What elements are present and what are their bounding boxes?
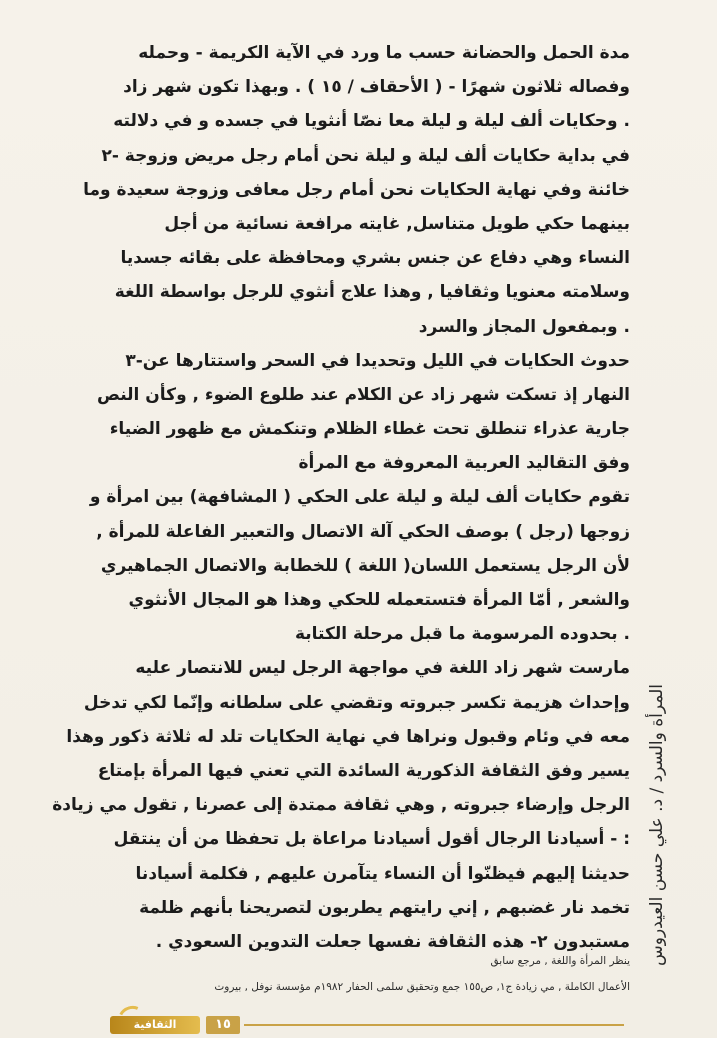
body-line: مارست شهر زاد اللغة في مواجهة الرجل ليس للانتصار عليه (135, 658, 630, 679)
body-line: يسير وفق الثقافة الذكورية السائدة التي تعني فيها المرأة بإمتاع (97, 760, 630, 781)
logo-text: الثقافية (133, 1018, 177, 1031)
body-line: وإحداث هزيمة تكسر جبروته وتقضي على سلطانه وإنّما لكي تدخل (83, 692, 630, 713)
magazine-logo (110, 1016, 200, 1034)
body-line: مستبدون ٢- هذه الثقافة نفسها جعلت التدوين السعودي . (155, 931, 630, 952)
footnote-1: ينظر المرأة واللغة , مرجع سابق (490, 955, 630, 967)
body-line: مدة الحمل والحضانة حسب ما ورد في الآية الكريمة - وحمله (138, 43, 630, 63)
body-line: : - أسيادنا الرجال أقول أسيادنا مراعاة بل تحفظا من أن ينتقل (113, 829, 630, 850)
body-line: لأن الرجل يستعمل اللسان( اللغة ) للخطابة والاتصال الجماهيري (100, 555, 630, 576)
body-line: . بحدوده المرسومة ما قبل مرحلة الكتابة (294, 624, 630, 645)
body-line: تخمد نار غضبهم , إني رايتهم يطربون لتصريحنا بأنهم ظلمة (139, 897, 630, 918)
body-line: . وبمفعول المجاز والسرد (418, 316, 630, 337)
body-line: تقوم حكايات ألف ليلة و ليلة على الحكي ( المشافهة) بين امرأة و (89, 487, 630, 508)
page-number: ١٥ (206, 1016, 240, 1034)
article-body (52, 36, 630, 959)
body-line: زوجها (رجل ) بوصف الحكي آلة الاتصال والتعبير الفاعلة للمرأة , (96, 521, 630, 542)
body-line: الرجل وإرضاء جبروته , وهي ثقافة ممتدة إلى عصرنا , تقول مي زيادة (52, 795, 630, 816)
body-line: . وحكايات ألف ليلة و ليلة معا نصّا أنثويا في جسده و في دلالته (113, 111, 630, 132)
body-line: جارية عذراء تنطلق تحت غطاء الظلام وتنكمش مع ظهور الضياء (109, 419, 630, 440)
footnote-2: الأعمال الكاملة , مي زيادة ج١, ص١٥٥ جمع وتحقيق سلمى الحفار ١٩٨٢م مؤسسة نوفل , بيروت (214, 981, 630, 993)
body-line: في بداية حكايات ألف ليلة و ليلة نحن أمام رجل مريض وزوجة -٢ (101, 145, 630, 166)
body-line: وسلامته معنويا وثقافيا , وهذا علاج أنثوي للرجل بواسطة اللغة (114, 282, 630, 303)
body-line: حدوث الحكايات في الليل وتحديدا في السحر واستتارها عن-٣ (125, 350, 630, 371)
body-line: بينهما حكي طويل متناسل, غايته مرافعة نسائية من أجل (164, 213, 630, 234)
footnotes (90, 948, 630, 1000)
body-line: حديثنا إليهم فيظنّوا أن النساء يتآمرن عليهم , فكلمة أسيادنا (135, 863, 630, 884)
body-line: النهار إذ تسكت شهر زاد عن الكلام عند طلوع الضوء , وكأن النص (97, 384, 630, 405)
body-line: النساء وهي دفاع عن جنس بشري ومحافظة على بقائه جسديا (120, 248, 630, 269)
body-line: وفق التقاليد العربية المعروفة مع المرأة (298, 453, 630, 474)
body-line: خائنة وفي نهاية الحكايات نحن أمام رجل معافى وزوجة سعيدة وما (83, 179, 630, 200)
body-line: معه في وئام وقبول ونراها في نهاية الحكايات تلد له ثلاثة ذكور وهذا (66, 726, 630, 747)
footer-divider (244, 1024, 624, 1026)
running-title-vertical: المرأة والسرد / د. علي حسن العيدروس (647, 684, 667, 966)
body-line: والشعر , أمّا المرأة فتستعمله للحكي وهذا هو المجال الأنثوي (128, 590, 630, 610)
body-line: وفصاله ثلاثون شهرًا - ( الأحقاف / ١٥ ) . وبهذا تكون شهر زاد (123, 77, 630, 98)
